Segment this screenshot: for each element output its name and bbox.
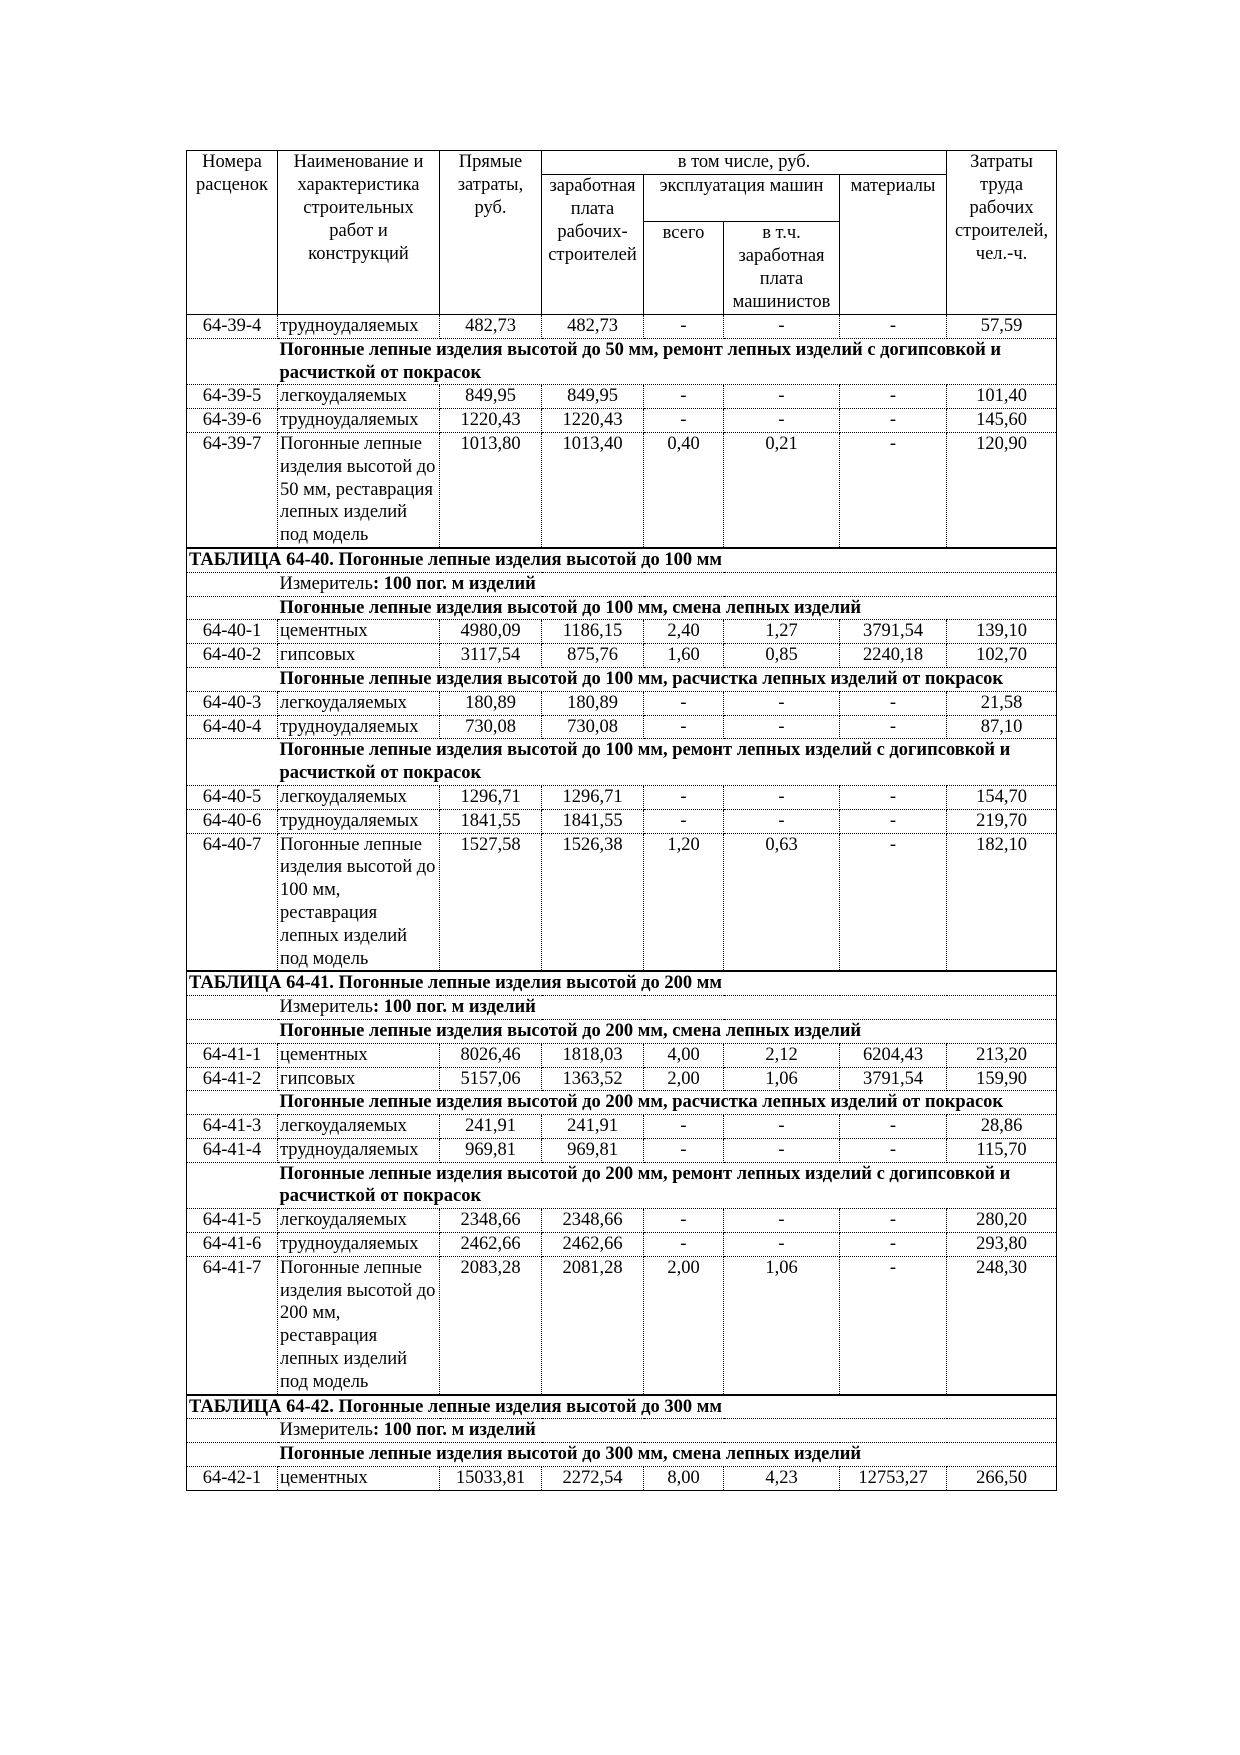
table-row <box>187 715 1057 739</box>
row-direct-cost: 1013,80 <box>440 432 542 547</box>
table-row <box>187 315 1057 339</box>
row-operator-wages: 0,85 <box>724 644 840 668</box>
row-code: 64-41-2 <box>187 1067 278 1091</box>
row-code: 64-41-6 <box>187 1233 278 1257</box>
header-name: Наименование и характеристика строительных работ и конструкций <box>278 151 440 315</box>
measure-label: Измеритель <box>279 573 373 594</box>
table-title: ТАБЛИЦА 64-40. Погонные лепные изделия высотой до 100 мм <box>187 548 1057 572</box>
row-wages: 875,76 <box>542 644 644 668</box>
table-row <box>187 1233 1057 1257</box>
measure-unit <box>278 572 1057 596</box>
header-wages: заработная плата рабочих-строителей <box>542 175 644 315</box>
row-name: трудноудаляемых <box>278 315 440 339</box>
row-materials: - <box>840 715 947 739</box>
table-row <box>187 409 1057 433</box>
table-title: ТАБЛИЦА 64-41. Погонные лепные изделия высотой до 200 мм <box>187 971 1057 995</box>
row-name: цементных <box>278 1467 440 1491</box>
row-name: легкоудаляемых <box>278 785 440 809</box>
table-row <box>187 1115 1057 1139</box>
row-materials: - <box>840 1256 947 1394</box>
section-row <box>187 596 1057 620</box>
row-labor: 28,86 <box>947 1115 1057 1139</box>
row-code: 64-41-7 <box>187 1256 278 1394</box>
row-name: легкоудаляемых <box>278 1209 440 1233</box>
table-row <box>187 1467 1057 1491</box>
row-labor: 154,70 <box>947 785 1057 809</box>
row-code: 64-39-5 <box>187 385 278 409</box>
row-code: 64-40-1 <box>187 620 278 644</box>
row-operator-wages: 2,12 <box>724 1043 840 1067</box>
row-direct-cost: 1841,55 <box>440 809 542 833</box>
section-row <box>187 338 1057 385</box>
table-row <box>187 1138 1057 1162</box>
row-name: легкоудаляемых <box>278 1115 440 1139</box>
table-row <box>187 620 1057 644</box>
row-materials: 3791,54 <box>840 1067 947 1091</box>
measure-spacer <box>187 996 278 1020</box>
row-wages: 2348,66 <box>542 1209 644 1233</box>
row-machines-total: 1,20 <box>644 833 724 971</box>
row-wages: 730,08 <box>542 715 644 739</box>
table-row <box>187 833 1057 971</box>
table-row <box>187 1067 1057 1091</box>
row-code: 64-39-4 <box>187 315 278 339</box>
row-materials: 12753,27 <box>840 1467 947 1491</box>
row-direct-cost: 241,91 <box>440 1115 542 1139</box>
header-operator-wages: в т.ч. заработная плата машинистов <box>724 222 840 315</box>
row-machines-total: - <box>644 409 724 433</box>
row-direct-cost: 1527,58 <box>440 833 542 971</box>
table-row <box>187 1256 1057 1394</box>
row-name: цементных <box>278 1043 440 1067</box>
row-materials: - <box>840 385 947 409</box>
row-direct-cost: 4980,09 <box>440 620 542 644</box>
row-direct-cost: 482,73 <box>440 315 542 339</box>
row-operator-wages: 1,06 <box>724 1256 840 1394</box>
row-wages: 849,95 <box>542 385 644 409</box>
section-spacer <box>187 338 278 385</box>
row-direct-cost: 1296,71 <box>440 785 542 809</box>
row-wages: 1526,38 <box>542 833 644 971</box>
section-row <box>187 667 1057 691</box>
row-code: 64-40-2 <box>187 644 278 668</box>
row-operator-wages: - <box>724 315 840 339</box>
row-code: 64-40-6 <box>187 809 278 833</box>
row-labor: 21,58 <box>947 691 1057 715</box>
row-wages: 2462,66 <box>542 1233 644 1257</box>
row-code: 64-39-7 <box>187 432 278 547</box>
row-wages: 1186,15 <box>542 620 644 644</box>
row-operator-wages: - <box>724 1115 840 1139</box>
table-row <box>187 785 1057 809</box>
row-materials: - <box>840 432 947 547</box>
section-title: Погонные лепные изделия высотой до 100 мм, расчистка лепных изделий от покрасок <box>278 667 1057 691</box>
section-spacer <box>187 596 278 620</box>
row-operator-wages: 0,21 <box>724 432 840 547</box>
row-machines-total: 2,00 <box>644 1067 724 1091</box>
row-direct-cost: 969,81 <box>440 1138 542 1162</box>
table-row <box>187 691 1057 715</box>
row-direct-cost: 1220,43 <box>440 409 542 433</box>
row-machines-total: - <box>644 1233 724 1257</box>
row-machines-total: - <box>644 809 724 833</box>
table-row <box>187 809 1057 833</box>
row-name: легкоудаляемых <box>278 385 440 409</box>
measure-row <box>187 996 1057 1020</box>
row-code: 64-41-4 <box>187 1138 278 1162</box>
row-machines-total: 1,60 <box>644 644 724 668</box>
row-operator-wages: - <box>724 1209 840 1233</box>
row-machines-total: 4,00 <box>644 1043 724 1067</box>
row-labor: 248,30 <box>947 1256 1057 1394</box>
row-name: трудноудаляемых <box>278 1233 440 1257</box>
row-materials: 3791,54 <box>840 620 947 644</box>
table-title: ТАБЛИЦА 64-42. Погонные лепные изделия высотой до 300 мм <box>187 1395 1057 1419</box>
rates-table <box>186 150 1057 1491</box>
row-machines-total: 2,40 <box>644 620 724 644</box>
row-materials: - <box>840 1115 947 1139</box>
measure-spacer <box>187 1419 278 1443</box>
table-title-row <box>187 1395 1057 1419</box>
row-materials: - <box>840 1138 947 1162</box>
row-wages: 482,73 <box>542 315 644 339</box>
section-title: Погонные лепные изделия высотой до 200 мм, смена лепных изделий <box>278 1019 1057 1043</box>
row-labor: 159,90 <box>947 1067 1057 1091</box>
section-spacer <box>187 667 278 691</box>
measure-value: : 100 пог. м изделий <box>372 997 536 1018</box>
row-labor: 101,40 <box>947 385 1057 409</box>
row-labor: 213,20 <box>947 1043 1057 1067</box>
row-labor: 139,10 <box>947 620 1057 644</box>
row-wages: 1363,52 <box>542 1067 644 1091</box>
row-materials: - <box>840 809 947 833</box>
measure-row <box>187 572 1057 596</box>
row-labor: 115,70 <box>947 1138 1057 1162</box>
table-row <box>187 385 1057 409</box>
row-name: цементных <box>278 620 440 644</box>
row-name: легкоудаляемых <box>278 691 440 715</box>
row-machines-total: - <box>644 1115 724 1139</box>
section-row <box>187 1091 1057 1115</box>
table-title-row <box>187 971 1057 995</box>
section-spacer <box>187 739 278 786</box>
measure-value: : 100 пог. м изделий <box>372 573 536 594</box>
row-name: Погонные лепные изделия высотой до 100 мм, реставрация лепных изделий под модель <box>278 833 440 971</box>
row-labor: 293,80 <box>947 1233 1057 1257</box>
section-row <box>187 1443 1057 1467</box>
row-wages: 1296,71 <box>542 785 644 809</box>
row-machines-total: - <box>644 691 724 715</box>
section-title: Погонные лепные изделия высотой до 200 мм, ремонт лепных изделий с догипсовкой и расчисткой от покрасок <box>278 1162 1057 1209</box>
row-name: трудноудаляемых <box>278 1138 440 1162</box>
row-machines-total: 2,00 <box>644 1256 724 1394</box>
header-materials: материалы <box>840 175 947 315</box>
row-wages: 969,81 <box>542 1138 644 1162</box>
row-materials: - <box>840 833 947 971</box>
row-direct-cost: 15033,81 <box>440 1467 542 1491</box>
row-wages: 180,89 <box>542 691 644 715</box>
header-direct: Прямые затраты, руб. <box>440 151 542 315</box>
section-title: Погонные лепные изделия высотой до 300 мм, смена лепных изделий <box>278 1443 1057 1467</box>
row-wages: 241,91 <box>542 1115 644 1139</box>
row-name: трудноудаляемых <box>278 715 440 739</box>
row-wages: 1220,43 <box>542 409 644 433</box>
row-labor: 280,20 <box>947 1209 1057 1233</box>
row-name: Погонные лепные изделия высотой до 200 мм, реставрация лепных изделий под модель <box>278 1256 440 1394</box>
measure-label: Измеритель <box>279 997 373 1018</box>
table-row <box>187 644 1057 668</box>
row-operator-wages: - <box>724 1233 840 1257</box>
row-operator-wages: 4,23 <box>724 1467 840 1491</box>
row-labor: 57,59 <box>947 315 1057 339</box>
section-spacer <box>187 1091 278 1115</box>
section-spacer <box>187 1443 278 1467</box>
row-code: 64-40-3 <box>187 691 278 715</box>
row-machines-total: - <box>644 385 724 409</box>
row-operator-wages: - <box>724 809 840 833</box>
row-code: 64-40-4 <box>187 715 278 739</box>
row-direct-cost: 8026,46 <box>440 1043 542 1067</box>
row-materials: - <box>840 691 947 715</box>
table-row <box>187 1209 1057 1233</box>
row-direct-cost: 180,89 <box>440 691 542 715</box>
row-operator-wages: - <box>724 715 840 739</box>
measure-unit <box>278 1419 1057 1443</box>
table-row <box>187 432 1057 547</box>
row-materials: - <box>840 1233 947 1257</box>
row-machines-total: - <box>644 715 724 739</box>
row-machines-total: 8,00 <box>644 1467 724 1491</box>
row-direct-cost: 3117,54 <box>440 644 542 668</box>
section-spacer <box>187 1019 278 1043</box>
row-labor: 87,10 <box>947 715 1057 739</box>
table-title-row <box>187 548 1057 572</box>
row-machines-total: - <box>644 315 724 339</box>
row-materials: 2240,18 <box>840 644 947 668</box>
table-header <box>187 151 1057 315</box>
row-direct-cost: 730,08 <box>440 715 542 739</box>
row-operator-wages: - <box>724 691 840 715</box>
row-labor: 120,90 <box>947 432 1057 547</box>
row-name: трудноудаляемых <box>278 409 440 433</box>
row-name: гипсовых <box>278 1067 440 1091</box>
row-labor: 266,50 <box>947 1467 1057 1491</box>
section-title: Погонные лепные изделия высотой до 100 мм, ремонт лепных изделий с догипсовкой и расчисткой от покрасок <box>278 739 1057 786</box>
row-name: Погонные лепные изделия высотой до 50 мм, реставрация лепных изделий под модель <box>278 432 440 547</box>
row-code: 64-41-1 <box>187 1043 278 1067</box>
row-direct-cost: 2348,66 <box>440 1209 542 1233</box>
header-labor: Затраты труда рабочих строителей, чел.-ч. <box>947 151 1057 315</box>
row-direct-cost: 849,95 <box>440 385 542 409</box>
table-row <box>187 1043 1057 1067</box>
row-materials: - <box>840 315 947 339</box>
row-materials: - <box>840 1209 947 1233</box>
row-code: 64-42-1 <box>187 1467 278 1491</box>
row-materials: - <box>840 409 947 433</box>
row-code: 64-40-5 <box>187 785 278 809</box>
row-materials: - <box>840 785 947 809</box>
row-code: 64-41-3 <box>187 1115 278 1139</box>
section-row <box>187 1162 1057 1209</box>
row-wages: 1818,03 <box>542 1043 644 1067</box>
row-direct-cost: 2462,66 <box>440 1233 542 1257</box>
row-machines-total: 0,40 <box>644 432 724 547</box>
header-machines-total: всего <box>644 222 724 315</box>
row-machines-total: - <box>644 785 724 809</box>
row-operator-wages: - <box>724 385 840 409</box>
row-operator-wages: 1,06 <box>724 1067 840 1091</box>
section-title: Погонные лепные изделия высотой до 200 мм, расчистка лепных изделий от покрасок <box>278 1091 1057 1115</box>
row-wages: 1841,55 <box>542 809 644 833</box>
header-code: Номера расценок <box>187 151 278 315</box>
row-wages: 2272,54 <box>542 1467 644 1491</box>
row-code: 64-41-5 <box>187 1209 278 1233</box>
row-operator-wages: - <box>724 409 840 433</box>
measure-spacer <box>187 572 278 596</box>
measure-label: Измеритель <box>279 1420 373 1441</box>
section-spacer <box>187 1162 278 1209</box>
measure-value: : 100 пог. м изделий <box>372 1420 536 1441</box>
header-machines: эксплуатация машин <box>644 175 840 222</box>
row-machines-total: - <box>644 1138 724 1162</box>
row-direct-cost: 2083,28 <box>440 1256 542 1394</box>
row-operator-wages: 1,27 <box>724 620 840 644</box>
row-labor: 219,70 <box>947 809 1057 833</box>
header-including: в том числе, руб. <box>542 151 947 175</box>
row-machines-total: - <box>644 1209 724 1233</box>
row-labor: 102,70 <box>947 644 1057 668</box>
section-title: Погонные лепные изделия высотой до 50 мм, ремонт лепных изделий с догипсовкой и расчисткой от покрасок <box>278 338 1057 385</box>
measure-row <box>187 1419 1057 1443</box>
row-code: 64-40-7 <box>187 833 278 971</box>
row-materials: 6204,43 <box>840 1043 947 1067</box>
section-row <box>187 1019 1057 1043</box>
row-wages: 1013,40 <box>542 432 644 547</box>
measure-unit <box>278 996 1057 1020</box>
row-labor: 182,10 <box>947 833 1057 971</box>
table-body <box>187 315 1057 1491</box>
row-wages: 2081,28 <box>542 1256 644 1394</box>
row-labor: 145,60 <box>947 409 1057 433</box>
row-operator-wages: - <box>724 785 840 809</box>
row-name: гипсовых <box>278 644 440 668</box>
section-row <box>187 739 1057 786</box>
row-code: 64-39-6 <box>187 409 278 433</box>
section-title: Погонные лепные изделия высотой до 100 мм, смена лепных изделий <box>278 596 1057 620</box>
row-operator-wages: - <box>724 1138 840 1162</box>
row-name: трудноудаляемых <box>278 809 440 833</box>
row-operator-wages: 0,63 <box>724 833 840 971</box>
row-direct-cost: 5157,06 <box>440 1067 542 1091</box>
